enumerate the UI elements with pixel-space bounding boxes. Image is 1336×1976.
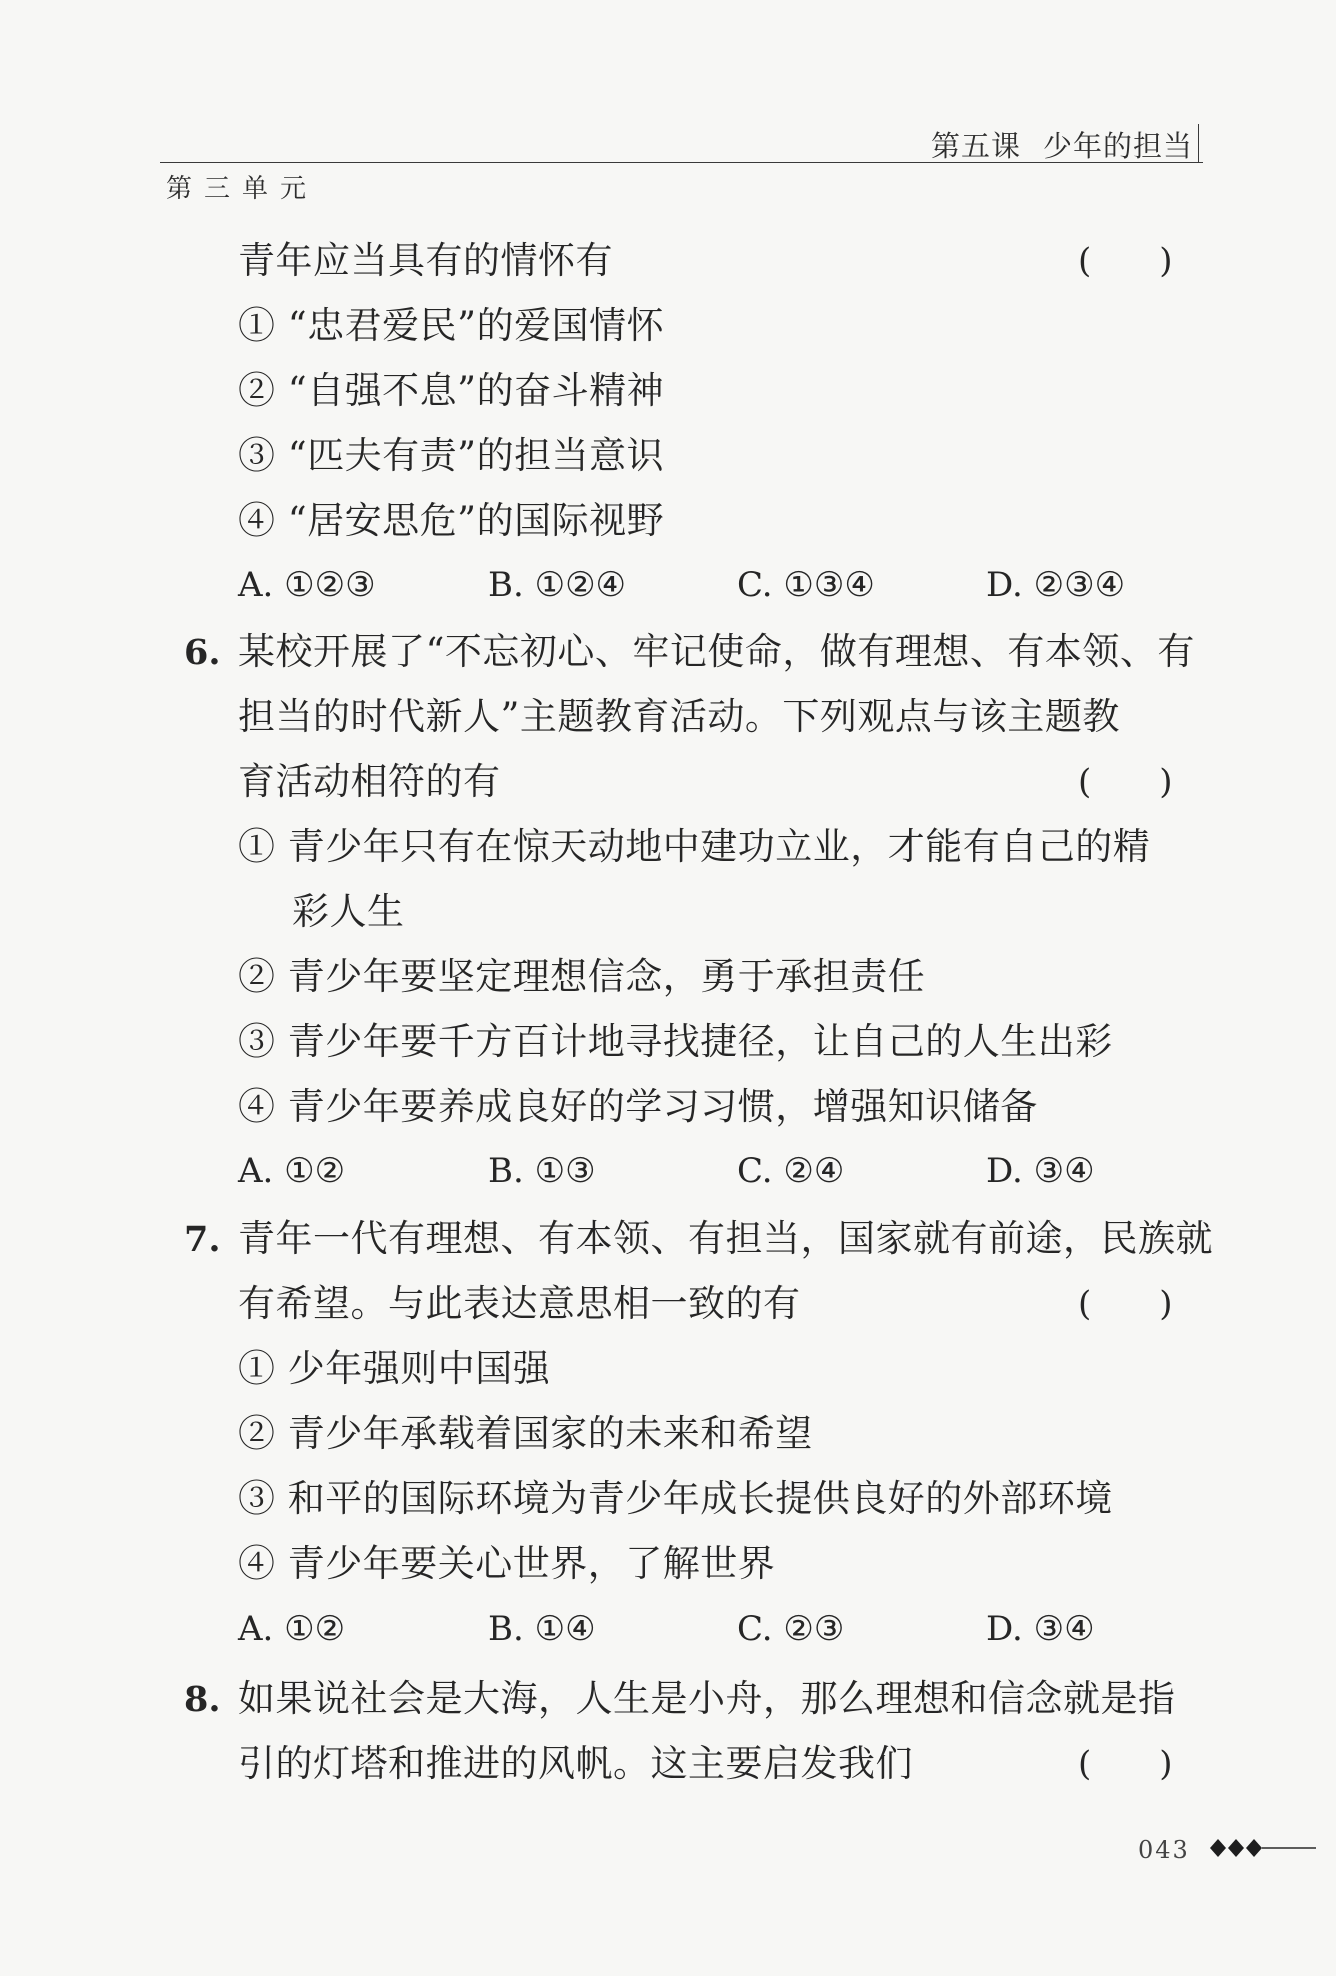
q6-option-b: B. ①③	[488, 1151, 596, 1191]
q7-item-4: ④ 青少年要关心世界，了解世界	[238, 1542, 776, 1585]
q6-item-2: ② 青少年要坚定理想信念，勇于承担责任	[238, 955, 926, 998]
q8-number: 8.	[184, 1679, 221, 1720]
q6-stem-line-2: 担当的时代新人”主题教育活动。下列观点与该主题教	[238, 695, 1120, 738]
q5-stem-line: 青年应当具有的情怀有	[238, 239, 613, 282]
q6-option-d: D. ③④	[986, 1151, 1095, 1191]
q7-option-a: A. ①②	[238, 1609, 346, 1649]
q6-item-4: ④ 青少年要养成良好的学习习惯，增强知识储备	[238, 1085, 1038, 1128]
q7-option-d: D. ③④	[986, 1609, 1095, 1649]
q7-item-2: ② 青少年承载着国家的未来和希望	[238, 1412, 813, 1455]
q5-option-b: B. ①②④	[488, 565, 627, 605]
q8-stem-line-1: 如果说社会是大海，人生是小舟，那么理想和信念就是指	[238, 1677, 1176, 1720]
q5-option-c: C. ①③④	[737, 565, 875, 605]
q8-answer-paren: ( )	[1078, 1744, 1173, 1784]
q7-number: 7.	[184, 1219, 221, 1260]
q6-number: 6.	[184, 632, 221, 673]
q7-option-c: C. ②③	[737, 1609, 845, 1649]
q5-item-1: ① “忠君爱民”的爱国情怀	[238, 304, 665, 347]
running-header	[931, 124, 1193, 165]
q5-item-2: ② “自强不息”的奋斗精神	[238, 369, 665, 412]
header-rule	[160, 162, 1203, 163]
q8-stem-line-2: 引的灯塔和推进的风帆。这主要启发我们	[238, 1742, 913, 1785]
q5-option-d: D. ②③④	[986, 565, 1126, 605]
q7-option-b: B. ①④	[488, 1609, 596, 1649]
q6-stem-line-1: 某校开展了“不忘初心、牢记使命，做有理想、有本领、有	[238, 630, 1195, 673]
q5-option-a: A. ①②③	[238, 565, 376, 605]
lesson-number: 第五课	[930, 129, 1021, 163]
header-bar-divider	[1198, 124, 1199, 162]
page-number: 043	[1138, 1836, 1190, 1864]
q6-option-c: C. ②④	[737, 1151, 845, 1191]
unit-label: 第三单元	[166, 174, 319, 204]
q6-item-1-cont: 彩人生	[292, 890, 405, 933]
lesson-title: 少年的担当	[1042, 129, 1193, 163]
q7-item-1: ① 少年强则中国强	[238, 1347, 551, 1390]
q6-item-3: ③ 青少年要千方百计地寻找捷径，让自己的人生出彩	[238, 1020, 1113, 1063]
q6-option-a: A. ①②	[238, 1151, 346, 1191]
page-ornament-icon	[1208, 1834, 1318, 1868]
q7-stem-line-2: 有希望。与此表达意思相一致的有	[238, 1282, 801, 1325]
q6-item-1: ① 青少年只有在惊天动地中建功立业，才能有自己的精	[238, 825, 1151, 868]
q7-answer-paren: ( )	[1078, 1284, 1173, 1324]
q5-answer-paren: ( )	[1078, 241, 1173, 281]
q6-stem-line-3: 育活动相符的有	[238, 760, 501, 803]
q6-answer-paren: ( )	[1078, 762, 1173, 802]
q7-item-3: ③ 和平的国际环境为青少年成长提供良好的外部环境	[238, 1477, 1113, 1520]
q5-item-4: ④ “居安思危”的国际视野	[238, 499, 665, 542]
q7-stem-line-1: 青年一代有理想、有本领、有担当，国家就有前途，民族就	[238, 1217, 1213, 1260]
q5-item-3: ③ “匹夫有责”的担当意识	[238, 434, 665, 477]
